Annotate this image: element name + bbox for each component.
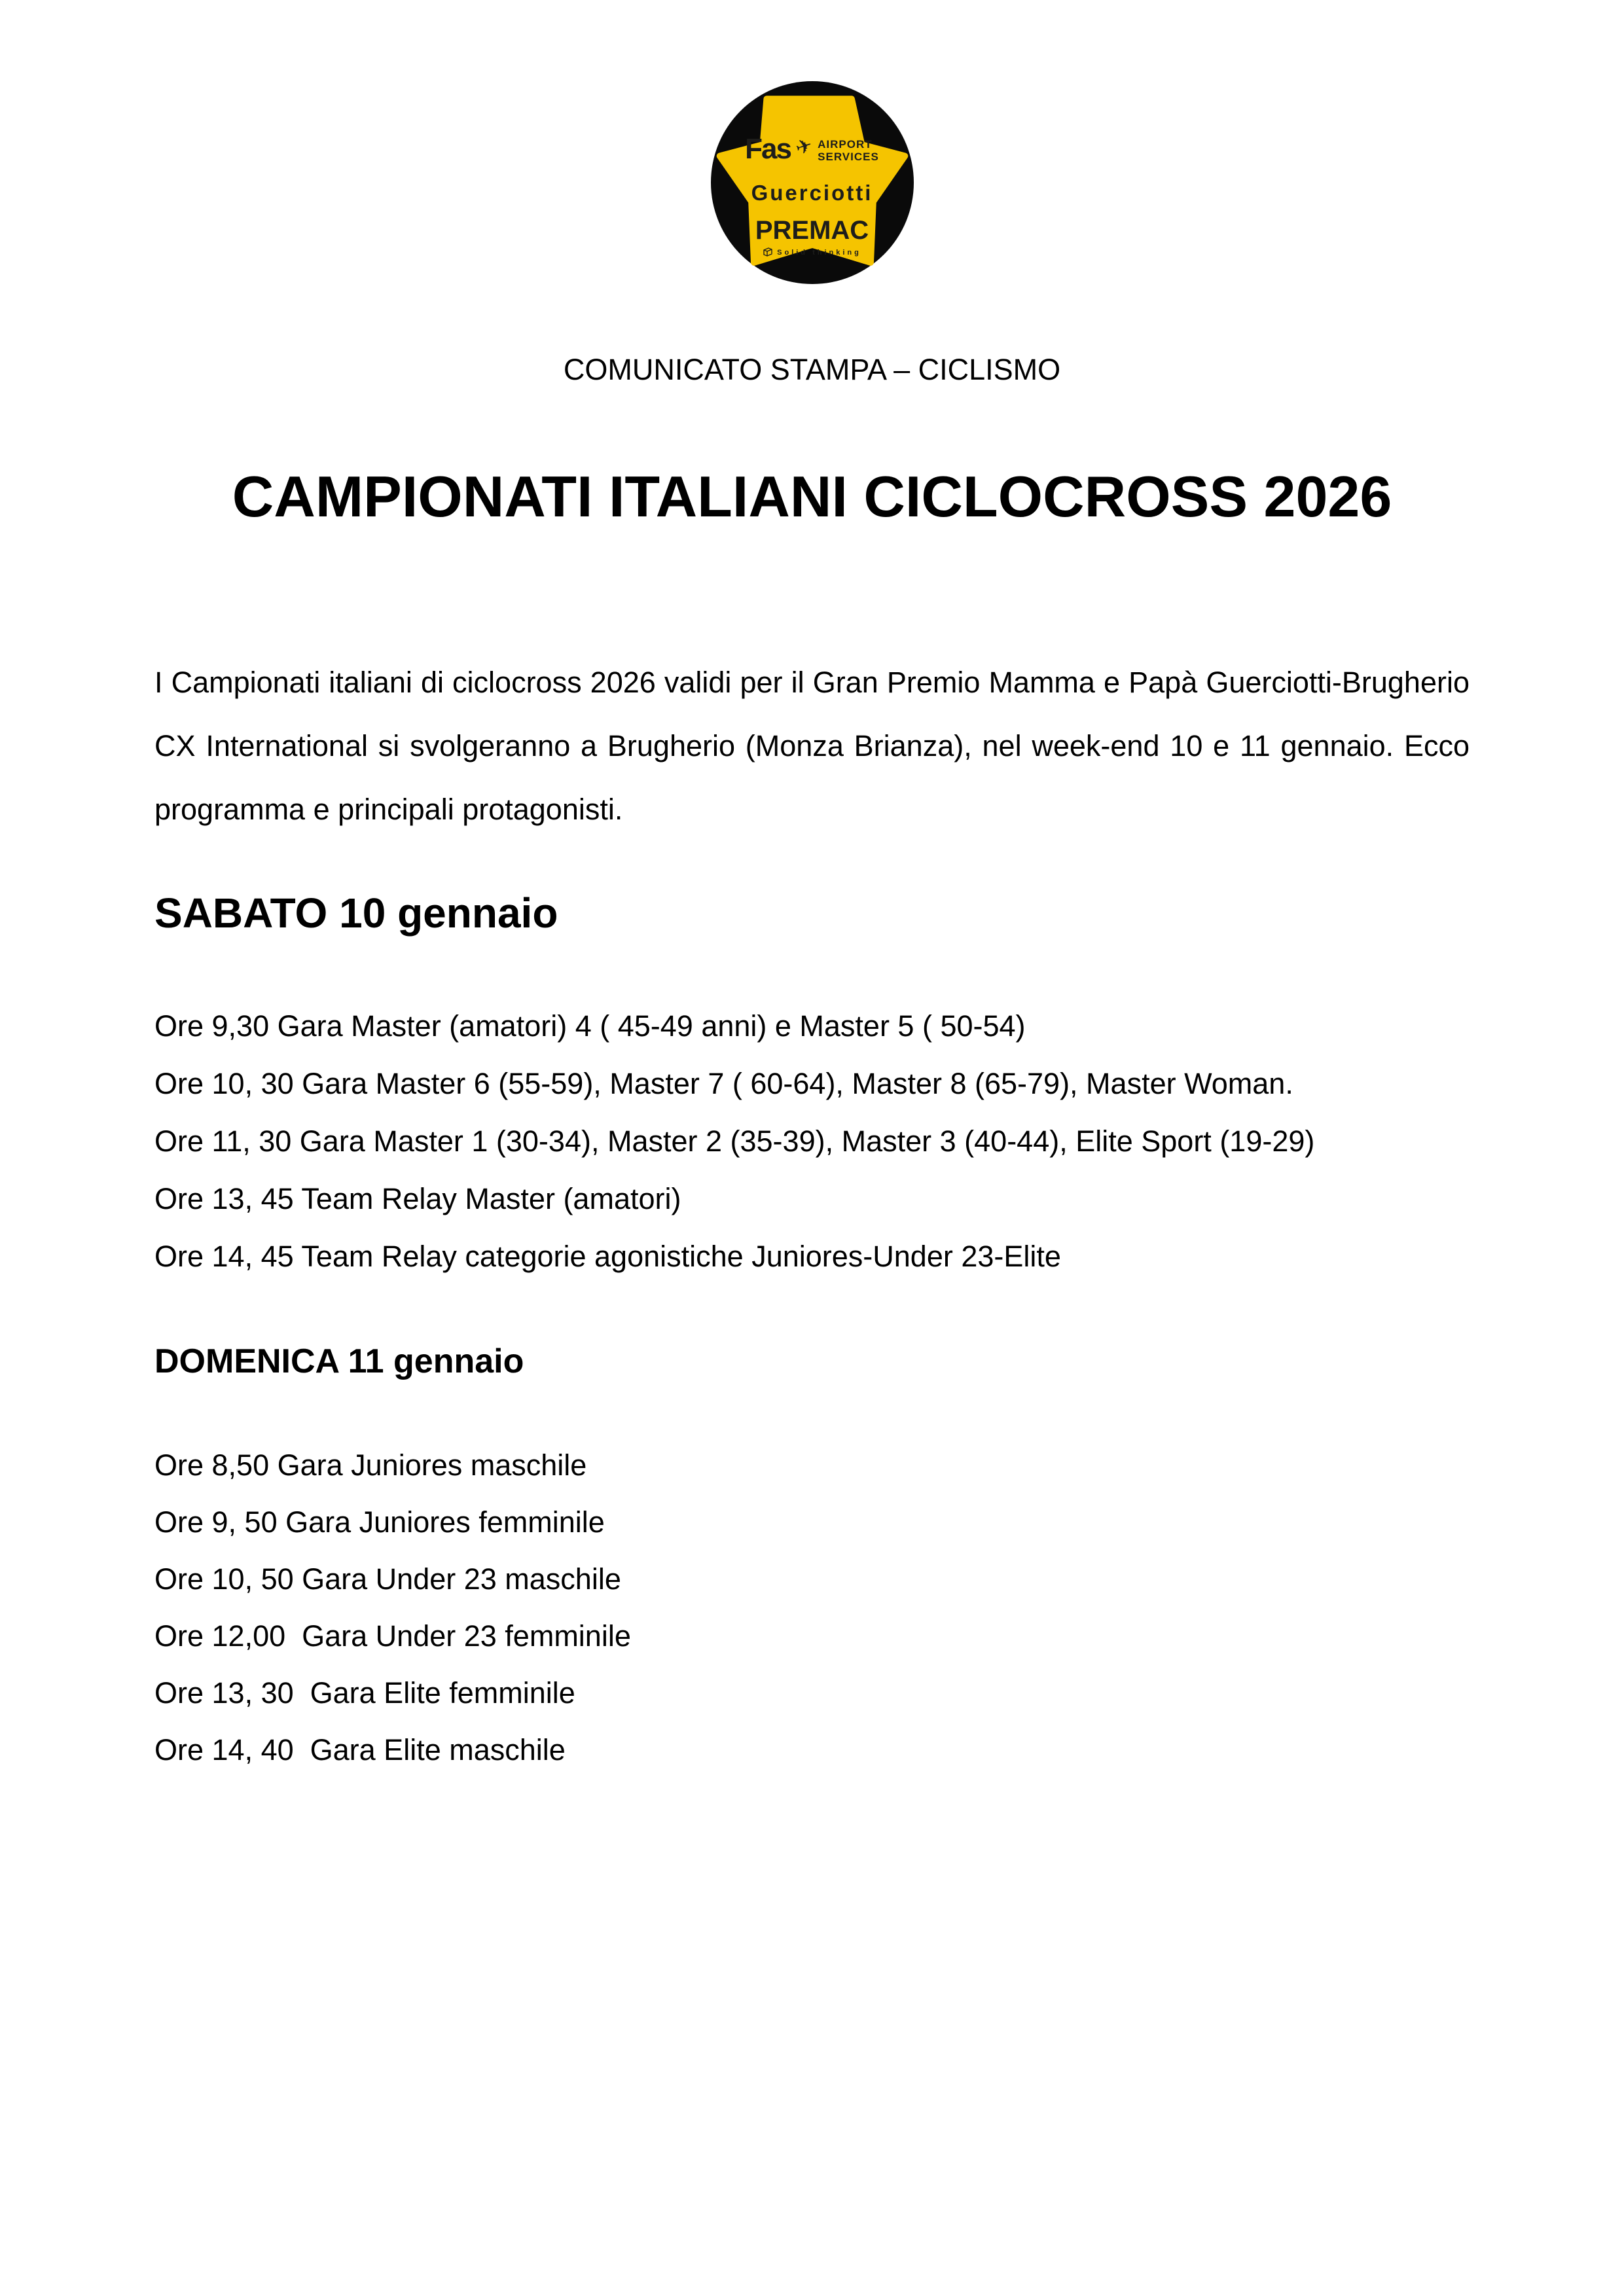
schedule-item: Ore 12,00 Gara Under 23 femminile xyxy=(154,1619,631,1653)
schedule-item: Ore 9, 50 Gara Juniores femminile xyxy=(154,1505,605,1539)
guerciotti-wordmark: Guerciotti xyxy=(751,181,873,205)
fas-wordmark: Fas xyxy=(745,133,791,165)
schedule-item: Ore 9,30 Gara Master (amatori) 4 ( 45-49 anni) e Master 5 ( 50-54) xyxy=(154,1009,1026,1043)
schedule-item: Ore 8,50 Gara Juniores maschile xyxy=(154,1448,587,1482)
airplane-icon: ✈ xyxy=(793,134,816,160)
sunday-schedule xyxy=(154,1437,1470,1778)
schedule-item: Ore 13, 30 Gara Elite femminile xyxy=(154,1676,575,1710)
schedule-item: Ore 10, 50 Gara Under 23 maschile xyxy=(154,1562,621,1596)
box-icon xyxy=(763,247,773,257)
kicker: COMUNICATO STAMPA – CICLISMO xyxy=(563,353,1061,386)
fas-airport-services-logo xyxy=(711,133,914,165)
logo-text-overlay xyxy=(711,81,914,284)
intro-paragraph: I Campionati italiani di ciclocross 2026 validi per il Gran Premio Mamma e Papà Guerciotti-Brugherio CX International si svolgeranno a Brugherio (Monza Brianza), nel week-end 10 e 11 gennaio. Ecco programma e principali protagonisti. xyxy=(154,666,1470,827)
schedule-item: Ore 13, 45 Team Relay Master (amatori) xyxy=(154,1181,681,1215)
sunday-heading: DOMENICA 11 gennaio xyxy=(154,1342,524,1380)
sponsor-logo xyxy=(711,81,914,284)
tagline-text: Solid thinking xyxy=(777,248,861,257)
saturday-schedule xyxy=(154,997,1470,1285)
airport-services-label xyxy=(818,138,879,163)
airport-line: AIRPORT xyxy=(818,138,873,151)
schedule-item: Ore 11, 30 Gara Master 1 (30-34), Master 2 (35-39), Master 3 (40-44), Elite Sport (19-29) xyxy=(154,1124,1315,1158)
saturday-heading: SABATO 10 gennaio xyxy=(154,889,558,937)
schedule-item: Ore 14, 40 Gara Elite maschile xyxy=(154,1733,566,1767)
services-line: SERVICES xyxy=(818,151,879,164)
page-title: CAMPIONATI ITALIANI CICLOCROSS 2026 xyxy=(232,464,1392,529)
premac-tagline xyxy=(711,247,914,257)
schedule-item: Ore 14, 45 Team Relay categorie agonistiche Juniores-Under 23-Elite xyxy=(154,1239,1061,1273)
schedule-item: Ore 10, 30 Gara Master 6 (55-59), Master 7 ( 60-64), Master 8 (65-79), Master Woman. xyxy=(154,1066,1293,1100)
logo-row xyxy=(154,0,1470,284)
premac-wordmark: PREMAC xyxy=(755,216,869,245)
